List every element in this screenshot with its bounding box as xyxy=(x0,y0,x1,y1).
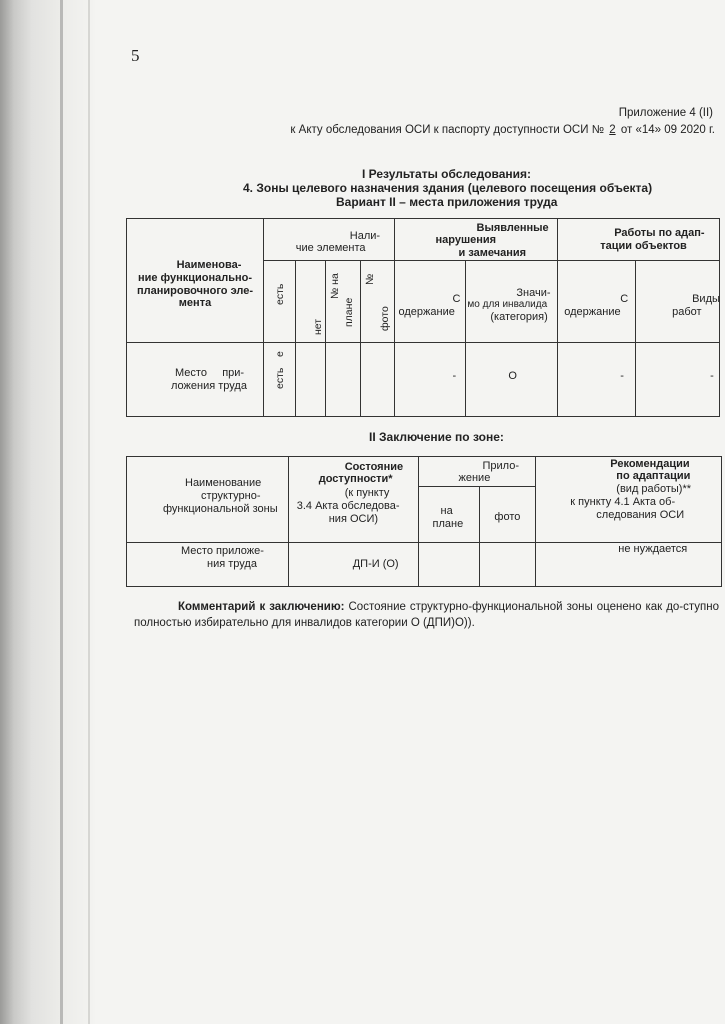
header-violations: Выявленные нарушения и замечания xyxy=(394,219,558,261)
section-1-title: I Результаты обследования: xyxy=(362,167,532,181)
header-plan-number: № на плане xyxy=(325,261,360,343)
table-row xyxy=(127,543,722,587)
scan-fold-line xyxy=(60,0,63,1024)
header-work-types: Виды работ xyxy=(636,261,720,343)
comment-text: Состояние структурно-функциональной зоны оценено как до-ступно полностью избирательно для инвалидов категории О (ДПИ)О)). xyxy=(134,601,720,629)
table-row xyxy=(127,343,720,417)
section-1-variant: Вариант II – места приложения труда xyxy=(336,195,558,209)
comment-label: Комментарий к заключению: xyxy=(178,601,345,613)
header-net: нет xyxy=(295,261,325,343)
header-content-2: С одержание xyxy=(558,261,636,343)
row-plan xyxy=(325,343,360,417)
row-net xyxy=(295,343,325,417)
row-content: - xyxy=(394,343,466,417)
row-app-plan xyxy=(418,543,480,587)
header-zone-name: Наименование структурно- функциональной зоны xyxy=(127,457,289,543)
reference-number: 2 xyxy=(609,124,616,136)
conclusion-comment xyxy=(134,600,719,631)
header-significance: Значи- мо для инвалида (категория) xyxy=(466,261,558,343)
appendix-reference xyxy=(290,124,715,136)
header-element-name: Наименова- ние функционально- планировочного эле- мента xyxy=(127,219,264,343)
section-1-subtitle: 4. Зоны целевого назначения здания (целевого посещения объекта) xyxy=(243,181,653,195)
header-recommendations: Рекомендации по адаптации (вид работы)** к пункту 4.1 Акта об- следования ОСИ xyxy=(536,457,722,543)
row-significance: О xyxy=(466,343,558,417)
row-element-name: Место при- ложения труда xyxy=(127,343,264,417)
header-app-plan: на плане xyxy=(418,487,480,543)
header-photo-number: № фото xyxy=(360,261,394,343)
header-est: есть xyxy=(263,261,295,343)
header-accessibility-state: Состояние доступности* (к пункту 3.4 Акта обследова- ния ОСИ) xyxy=(288,457,418,543)
row-accessibility-state: ДП-И (О) xyxy=(288,543,418,587)
header-app-photo: фото xyxy=(480,487,536,543)
conclusion-table xyxy=(126,456,722,587)
reference-date: от «14» 09 2020 г. xyxy=(620,124,715,136)
results-table xyxy=(126,218,720,417)
header-appendix: Прило- жение xyxy=(418,457,536,487)
header-presence: Нали- чие элемента xyxy=(263,219,394,261)
row-content-2: - xyxy=(558,343,636,417)
header-content: С одержание xyxy=(394,261,466,343)
appendix-label: Приложение 4 (II) xyxy=(618,107,713,119)
row-app-photo xyxy=(480,543,536,587)
row-photo xyxy=(360,343,394,417)
reference-prefix: к Акту обследования ОСИ к паспорту доступности ОСИ № xyxy=(290,124,605,136)
page-number: 5 xyxy=(131,46,140,65)
row-work-types: - xyxy=(636,343,720,417)
row-zone-name: Место приложе- ния труда xyxy=(127,543,289,587)
row-recommendation: не нуждается xyxy=(536,543,722,587)
scan-binding-shadow xyxy=(0,0,95,1024)
section-2-title: II Заключение по зоне: xyxy=(369,430,504,444)
row-est: е есть xyxy=(263,343,295,417)
scan-fold-line xyxy=(88,0,90,1024)
header-adaptation-works: Работы по адап- тации объектов xyxy=(558,219,720,261)
